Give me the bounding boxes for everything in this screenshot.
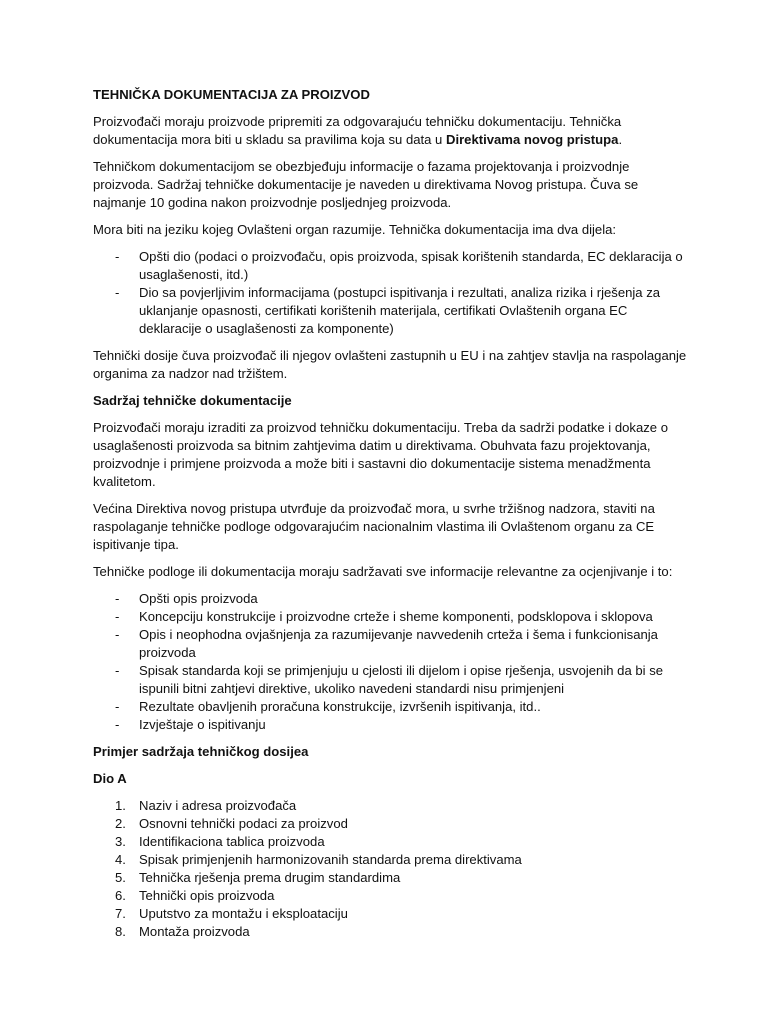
- numbered-item-text: Tehnički opis proizvoda: [139, 888, 275, 903]
- paragraph-intro-bold: Direktivama novog pristupa: [445, 132, 619, 147]
- dash-marker: -: [115, 699, 120, 714]
- numbered-item: [93, 797, 688, 815]
- numbered-item-text: Uputstvo za montažu i eksploataciju: [139, 906, 348, 921]
- paragraph-directives: Većina Direktiva novog pristupa utvrđuje da proizvođač mora, u svrhe tržišnog nadzora, staviti na raspolaganje tehničke podloge odgovarajućim nacionalnim vlastima ili Ovlaštenom organu za CE ispitivanje tipa.: [93, 501, 655, 552]
- paragraph-intro-text: Proizvođači moraju proizvode pripremiti za odgovarajuću tehničku dokumentaciju. Tehnička dokumentacija mora biti u skladu sa pravilima koja su data u: [93, 114, 622, 147]
- item-number: 8.: [115, 924, 126, 939]
- list-item-text: Koncepciju konstrukcije i proizvodne crteže i sheme komponenti, podsklopova i sklopova: [139, 609, 653, 624]
- list-item: [93, 662, 688, 698]
- numbered-item-text: Montaža proizvoda: [139, 924, 250, 939]
- numbered-item: [93, 923, 688, 941]
- list-item-text: Spisak standarda koji se primjenjuju u cjelosti ili dijelom i opise rješenja, usvojenih da bi se ispunili bitni zahtjevi direktive, ukoliko navedeni standardi nisu primjenjeni: [139, 663, 664, 696]
- item-number: 6.: [115, 888, 126, 903]
- section-heading-content: Sadržaj tehničke dokumentacije: [93, 393, 292, 408]
- item-number: 2.: [115, 816, 126, 831]
- dash-marker: -: [115, 609, 120, 624]
- numbered-item: [93, 905, 688, 923]
- list-item-text: Opšti opis proizvoda: [139, 591, 258, 606]
- list-item: [93, 284, 688, 338]
- list-item: [93, 716, 688, 734]
- section-heading-part-a: Dio A: [93, 771, 127, 786]
- paragraph-requirements: Tehničke podloge ili dokumentacija moraju sadržavati sve informacije relevantne za ocjenjivanje i to:: [93, 564, 673, 579]
- numbered-item: [93, 851, 688, 869]
- list-item-text: Rezultate obavljenih proračuna konstrukcije, izvršenih ispitivanja, itd..: [139, 699, 541, 714]
- list-item: [93, 626, 688, 662]
- numbered-item-text: Tehnička rješenja prema drugim standardima: [139, 870, 401, 885]
- paragraph-dossier: Tehnički dosije čuva proizvođač ili njegov ovlašteni zastupnih u EU i na zahtjev stavlja na raspolaganje organima za nadzor nad tržištem.: [93, 348, 687, 381]
- paragraph-purpose: Tehničkom dokumentacijom se obezbjeđuju informacije o fazama projektovanja i proizvodnje proizvoda. Sadržaj tehničke dokumentacije je naveden u direktivama Novog pristupa. Čuva se najmanje 10 godina nakon proizvodnje posljednjeg proizvoda.: [93, 159, 639, 210]
- list-item: [93, 608, 688, 626]
- list-item-text: Izvještaje o ispitivanju: [139, 717, 266, 732]
- dash-marker: -: [115, 591, 120, 606]
- list-part-a: [93, 797, 688, 941]
- list-item: [93, 698, 688, 716]
- paragraph-intro-end: .: [618, 132, 623, 147]
- numbered-item-text: Spisak primjenjenih harmonizovanih standarda prema direktivama: [139, 852, 522, 867]
- numbered-item: [93, 833, 688, 851]
- numbered-item: [93, 887, 688, 905]
- paragraph-manufacturers: Proizvođači moraju izraditi za proizvod tehničku dokumentaciju. Treba da sadrži podatke i dokaze o usaglašenosti proizvoda sa bitnim zahtjevima datim u direktivama. Obuhvata fazu projektovanja, proizvodnje i primjene proizvoda a može biti i sastavni dio dokumentacije sistema menadžmenta kvalitetom.: [93, 420, 668, 489]
- item-number: 1.: [115, 798, 126, 813]
- list-item-text: Dio sa povjerljivim informacijama (postupci ispitivanja i rezultati, analiza rizika i rješenja za uklanjanje opasnosti, certifikati korištenih materijala, certifikati Ovlaštenih organa EC deklaracije o usaglašenosti za komponente): [139, 285, 661, 336]
- dash-marker: -: [115, 285, 120, 300]
- dash-marker: -: [115, 627, 120, 642]
- paragraph-language: Mora biti na jeziku kojeg Ovlašteni organ razumije. Tehnička dokumentacija ima dva dijela:: [93, 222, 617, 237]
- item-number: 4.: [115, 852, 126, 867]
- dash-marker: -: [115, 663, 120, 678]
- list-item: [93, 248, 688, 284]
- list-item-text: Opšti dio (podaci o proizvođaču, opis proizvoda, spisak korištenih standarda, EC deklaracija o usaglašenosti, itd.): [139, 249, 683, 282]
- list-requirements: [93, 590, 688, 734]
- list-item-text: Opis i neophodna ovjašnjenja za razumijevanje navvedenih crteža i šema i funkcionisanja proizvoda: [139, 627, 658, 660]
- numbered-item-text: Osnovni tehnički podaci za proizvod: [139, 816, 348, 831]
- list-item: [93, 590, 688, 608]
- item-number: 3.: [115, 834, 126, 849]
- numbered-item-text: Identifikaciona tablica proizvoda: [139, 834, 325, 849]
- list-doc-parts: [93, 248, 688, 338]
- paragraph-intro: [93, 113, 688, 149]
- document-title: TEHNIČKA DOKUMENTACIJA ZA PROIZVOD: [93, 87, 370, 102]
- numbered-item-text: Naziv i adresa proizvođača: [139, 798, 297, 813]
- item-number: 7.: [115, 906, 126, 921]
- item-number: 5.: [115, 870, 126, 885]
- numbered-item: [93, 815, 688, 833]
- dash-marker: -: [115, 249, 120, 264]
- numbered-item: [93, 869, 688, 887]
- dash-marker: -: [115, 717, 120, 732]
- section-heading-example: Primjer sadržaja tehničkog dosijea: [93, 744, 309, 759]
